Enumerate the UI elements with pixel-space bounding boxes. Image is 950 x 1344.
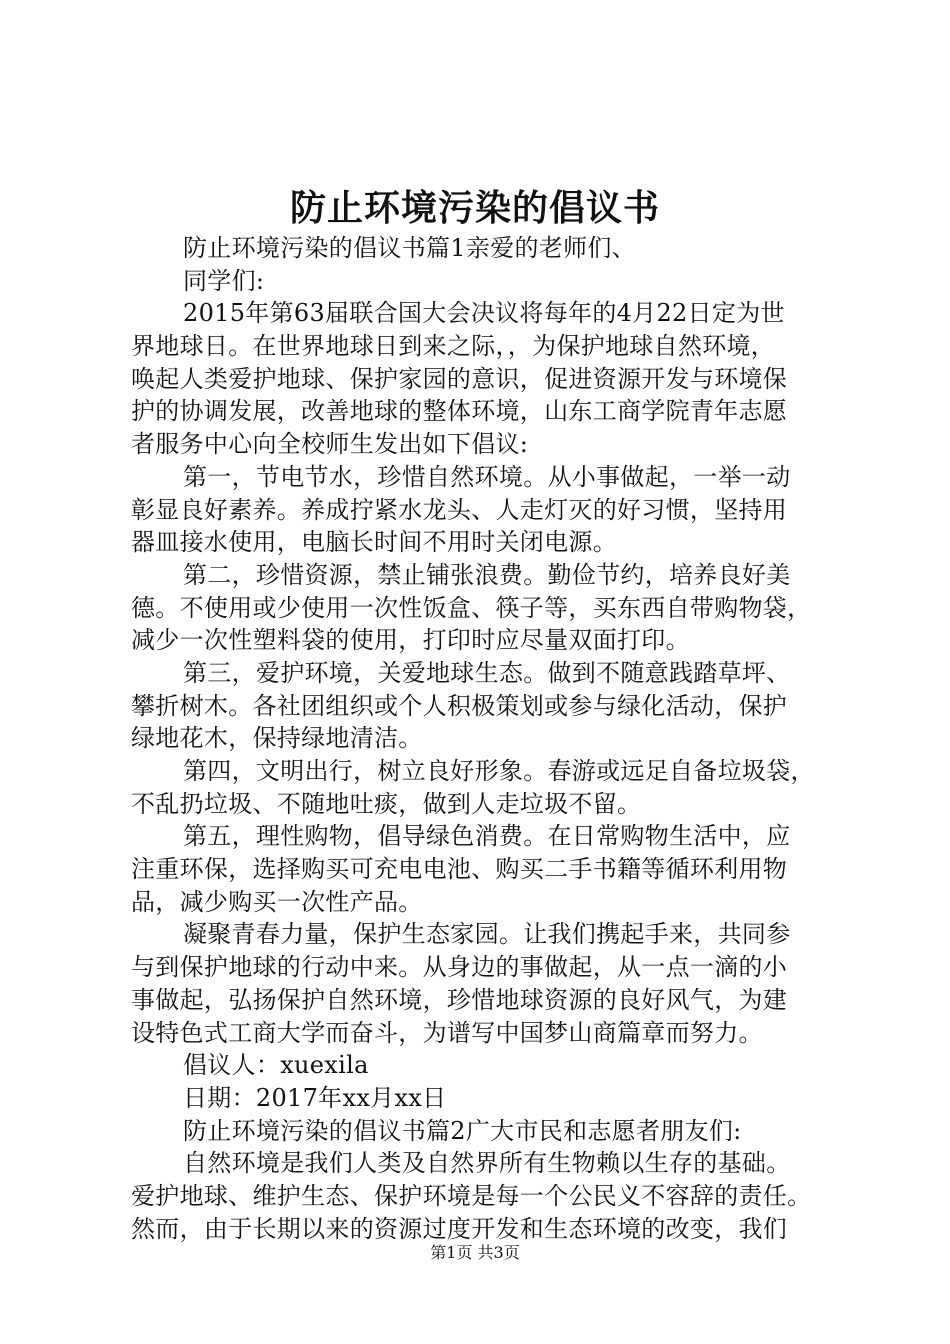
text-line: 护的协调发展，改善地球的整体环境，山东工商学院青年志愿	[131, 397, 788, 426]
text-line: 防止环境污染的倡议书篇2广大市民和志愿者朋友们:	[183, 1116, 742, 1145]
document-body	[131, 232, 831, 1245]
text-line: 品，减少购买一次性产品。	[131, 887, 423, 916]
text-line: 凝聚青春力量，保护生态家园。让我们携起手来，共同参	[183, 920, 791, 949]
text-line: 爱护地球、维护生态、保护环境是每一个公民义不容辞的责任。	[131, 1181, 812, 1210]
text-line: 界地球日。在世界地球日到来之际，，为保护地球自然环境，	[131, 332, 776, 361]
document-title: 防止环境污染的倡议书	[289, 187, 660, 229]
page-footer: 第1页 共3页	[430, 1243, 520, 1262]
text-line: 事做起，弘扬保护自然环境，珍惜地球资源的良好风气，为建	[131, 985, 788, 1014]
text-line: 与到保护地球的行动中来。从身边的事做起，从一点一滴的小	[131, 953, 788, 982]
text-line: 绿地花木，保持绿地清洁。	[131, 724, 423, 753]
text-line: 者服务中心向全校师生发出如下倡议:	[131, 430, 529, 459]
text-line: 2015年第63届联合国大会决议将每年的4月22日定为世	[183, 299, 785, 328]
text-line: 注重环保，选择购买可充电电池、购买二手书籍等循环利用物	[131, 855, 788, 884]
text-line: 第一，节电节水，珍惜自然环境。从小事做起，一举一动	[183, 462, 791, 491]
text-line: 日期：2017年xx月xx日	[183, 1083, 447, 1112]
text-line: 然而，由于长期以来的资源过度开发和生态环境的改变，我们	[131, 1214, 788, 1243]
text-line: 彰显良好素养。养成拧紧水龙头、人走灯灭的好习惯，坚持用	[131, 495, 788, 524]
text-line: 第五，理性购物，倡导绿色消费。在日常购物生活中，应	[183, 822, 791, 851]
text-line: 同学们:	[183, 266, 265, 295]
text-line: 减少一次性塑料袋的使用，打印时应尽量双面打印。	[131, 626, 690, 655]
text-line: 设特色式工商大学而奋斗，为谱写中国梦山商篇章而努力。	[131, 1018, 763, 1047]
text-line: 器皿接水使用，电脑长时间不用时关闭电源。	[131, 528, 617, 557]
text-line: 第四，文明出行，树立良好形象。春游或远足自备垃圾袋，	[183, 757, 815, 785]
text-line: 倡议人：xuexila	[183, 1051, 369, 1080]
text-line: 德。不使用或少使用一次性饭盒、筷子等，买东西自带购物袋，	[131, 593, 812, 622]
text-line: 唤起人类爱护地球、保护家园的意识，促进资源开发与环境保	[131, 364, 788, 393]
text-line: 第二，珍惜资源，禁止铺张浪费。勤俭节约，培养良好美	[183, 560, 791, 589]
text-line: 不乱扔垃圾、不随地吐痰，做到人走垃圾不留。	[131, 789, 642, 818]
text-line: 防止环境污染的倡议书篇1亲爱的老师们、	[183, 234, 636, 262]
text-line: 第三，爱护环境，关爱地球生态。做到不随意践踏草坪、	[183, 658, 791, 687]
text-line: 自然环境是我们人类及自然界所有生物赖以生存的基础。	[183, 1149, 791, 1178]
text-line: 攀折树木。各社团组织或个人积极策划或参与绿化活动，保护	[131, 691, 788, 720]
